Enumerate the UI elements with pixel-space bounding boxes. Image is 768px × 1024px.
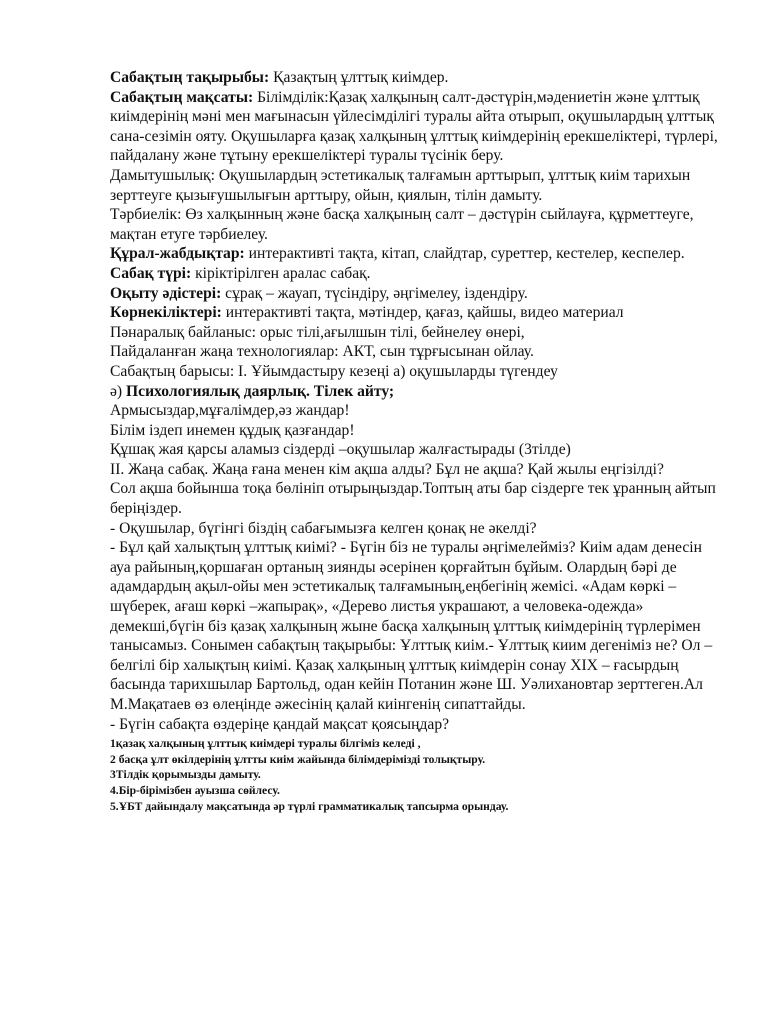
lesson-type-text: кіріктірілген аралас сабақ.	[191, 264, 371, 282]
lesson-type	[110, 264, 720, 284]
goal-item: 2 басқа ұлт өкілдерінің ұлтты киім жайында білімдерімізді толықтыру.	[110, 752, 486, 766]
psych-prefix: ә)	[110, 382, 127, 400]
body-paragraph: Армысыздар,мұғалімдер,әз жандар!	[110, 402, 350, 420]
goal-item: 5.ҰБТ дайындалу мақсатында әр түрлі грамматикалық тапсырма орындау.	[110, 799, 509, 813]
visual-aids-label: Көрнекіліктері:	[110, 304, 222, 322]
body-paragraph: - Оқушылар, бүгінгі біздің сабағымызға келген қонақ не әкелді?	[110, 519, 537, 537]
goal-item: 3Тілдік қорымызды дамыту.	[110, 768, 261, 782]
lesson-goal-text: Білімділік:Қазақ халқының салт-дәстүрін,мәдениетін және ұлттық киімдерінің мәні мен мағынасын үйлесімділігі туралы айта отырып, оқушылардың ұлттық сана-сезімін ояту. Оқушыларға қазақ халқының ұлттық киімдерінің ерекшеліктері, түрлері, пайдалану және тұтыну ерекшеліктері туралы түсінік беру.	[110, 88, 718, 165]
equipment	[110, 244, 720, 264]
lesson-goal	[110, 88, 720, 166]
lesson-progress: Сабақтың барысы: І. Ұйымдастыру кезеңі а) оқушыларды түгендеу	[110, 362, 558, 380]
lesson-topic-text: Қазақтың ұлттық киімдер.	[269, 69, 449, 86]
lesson-type-label: Сабақ түрі:	[110, 264, 192, 282]
teaching-methods	[110, 284, 720, 304]
technologies-used: Пайдаланған жаңа технологиялар: АКТ, сын тұрғысынан ойлау.	[110, 343, 534, 361]
body-paragraph: - Бұл қай халықтың ұлттық киімі? - Бүгін біз не туралы әңгімелейміз? Киім адам денесін ауа райының,қоршаған ортаның зиянды әсерінен қорғайтын бұйым. Олардың бәрі де адамдардың ақыл-ойы мен эстетикалық талғамының,еңбегінің жемісі. «Адам көркі –шүберек, ағаш көркі –жапырақ», «Дерево листья украшают, а человека-одежда» демекші,бүгін біз қазақ халқының жыне басқа халқының ұлттық киімдерінің түрлерімен танысамыз. Сонымен сабақтың тақырыбы: Ұлттық киім.- Ұлттық киим дегеніміз не? Ол –белгілі бір халықтың киімі. Қазақ халқының ұлттық киімдерін сонау ХІХ – ғасырдың басында тарихшылар Бартольд, одан кейін Потанин және Ш. Уәлихановтар зерттеген.Ал М.Мақатаев өз өлеңінде әжесінің қалай киінгенің сипаттайды.	[110, 539, 713, 713]
body-paragraph: - Бүгін сабақта өздеріңе қандай мақсат қоясыңдар?	[110, 715, 450, 733]
teaching-methods-label: Оқыту әдістері:	[110, 284, 222, 302]
body-paragraph: ІІ. Жаңа сабақ. Жаңа ғана менен кім ақша алды? Бұл не ақша? Қай жылы еңгізілді?	[110, 460, 664, 478]
teaching-methods-text: сұрақ – жауап, түсіндіру, әңгімелеу, іздендіру.	[221, 284, 528, 302]
body-paragraph: Құшақ жая қарсы аламыз сіздерді –оқушылар жалғастырады (3тілде)	[110, 441, 571, 459]
goal-item: 4.Бір-бірімізбен ауызша сөйлесу.	[110, 783, 280, 797]
educational-goal: Тәрбиелік: Өз халқынның және басқа халқының салт – дәстүрін сыйлауға, құрметтеуге, мақтан етуге тәрбиелеу.	[110, 206, 694, 243]
developmental-goal: Дамытушылық: Оқушылардың эстетикалық талғамын арттырып, ұлттық киім тарихын зерттеуге қызығушылығын арттыру, ойын, қиялын, тілін дамыту.	[110, 166, 691, 204]
lesson-topic	[110, 68, 720, 88]
equipment-text: интерактивті тақта, кітап, слайдтар, суреттер, кестелер, кеспелер.	[244, 245, 685, 263]
lesson-goal-label: Сабақтың мақсаты:	[110, 88, 254, 106]
body-paragraph: Білім іздеп инемен құдық қазғандар!	[110, 421, 355, 439]
body-paragraph: Сол ақша бойынша тоқа бөлініп отырыңыздар.Топтың аты бар сіздерге тек ұранның айтып беріңіздер.	[110, 480, 716, 518]
interdisciplinary-links: Пәнаралық байланыс: орыс тілі,ағылшын тілі, бейнелеу өнері,	[110, 323, 525, 341]
lesson-topic-label: Сабақтың тақырыбы:	[110, 69, 270, 86]
equipment-label: Құрал-жабдықтар:	[110, 245, 245, 263]
goal-item: 1қазақ халқының ұлттық киімдері туралы білгіміз келеді ,	[110, 737, 421, 751]
psych-title: Психологиялық даярлық. Тілек айту;	[126, 382, 395, 400]
document-page	[110, 68, 720, 814]
psychological-preparation	[110, 382, 720, 402]
visual-aids	[110, 303, 720, 323]
visual-aids-text: интерактивті тақта, мәтіндер, қағаз, қайшы, видео материал	[221, 304, 624, 322]
